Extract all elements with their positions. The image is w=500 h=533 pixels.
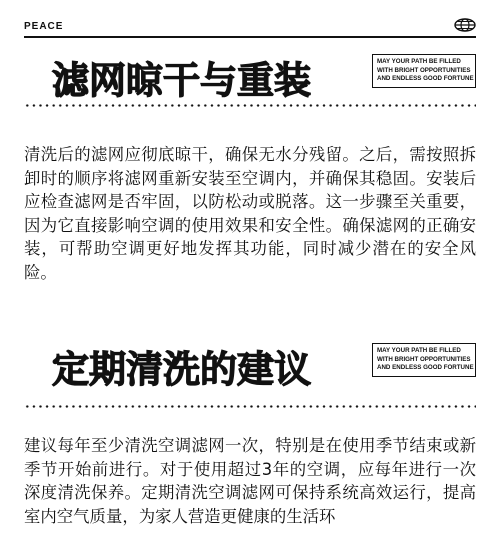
tagline-line: AND ENDLESS GOOD FORTUNE [377,364,474,372]
dotted-divider [24,405,476,408]
tagline-box [372,343,476,377]
section-body: 建议每年至少清洗空调滤网一次，特别是在使用季节结束或新季节开始前进行。对于使用超过3年的空调，应每年进行一次深度清洗保养。定期清洗空调滤网可保持系统高效运行，提高室内空气质量，为家人营造更健康的生活环 [24,436,476,526]
tagline-line: WITH BRIGHT OPPORTUNITIES [377,66,471,74]
section-body: 清洗后的滤网应彻底晾干，确保无水分残留。之后，需按照拆卸时的顺序将滤网重新安装至空调内，并确保其稳固。安装后应检查滤网是否牢固，以防松动或脱落。这一步骤至关重要，因为它直接影响空调的使用效果和安全性。确保滤网的正确安装，可帮助空调更好地发挥其功能，同时减少潜在的安全风险。 [24,145,476,282]
section-title: 滤网晾干与重装 [52,59,311,102]
globe-icon [454,18,476,32]
tagline-line: MAY YOUR PATH BE FILLED [377,347,461,354]
brand-label: PEACE [24,21,64,32]
tagline-box [372,54,476,88]
section-header [24,333,476,407]
section-header [24,44,476,118]
tagline-line: AND ENDLESS GOOD FORTUNE [377,75,474,83]
top-bar [24,20,476,38]
dotted-divider [24,104,476,107]
tagline-line: WITH BRIGHT OPPORTUNITIES [377,355,471,363]
tagline-line: MAY YOUR PATH BE FILLED [377,58,461,65]
section-title: 定期清洗的建议 [52,348,311,391]
